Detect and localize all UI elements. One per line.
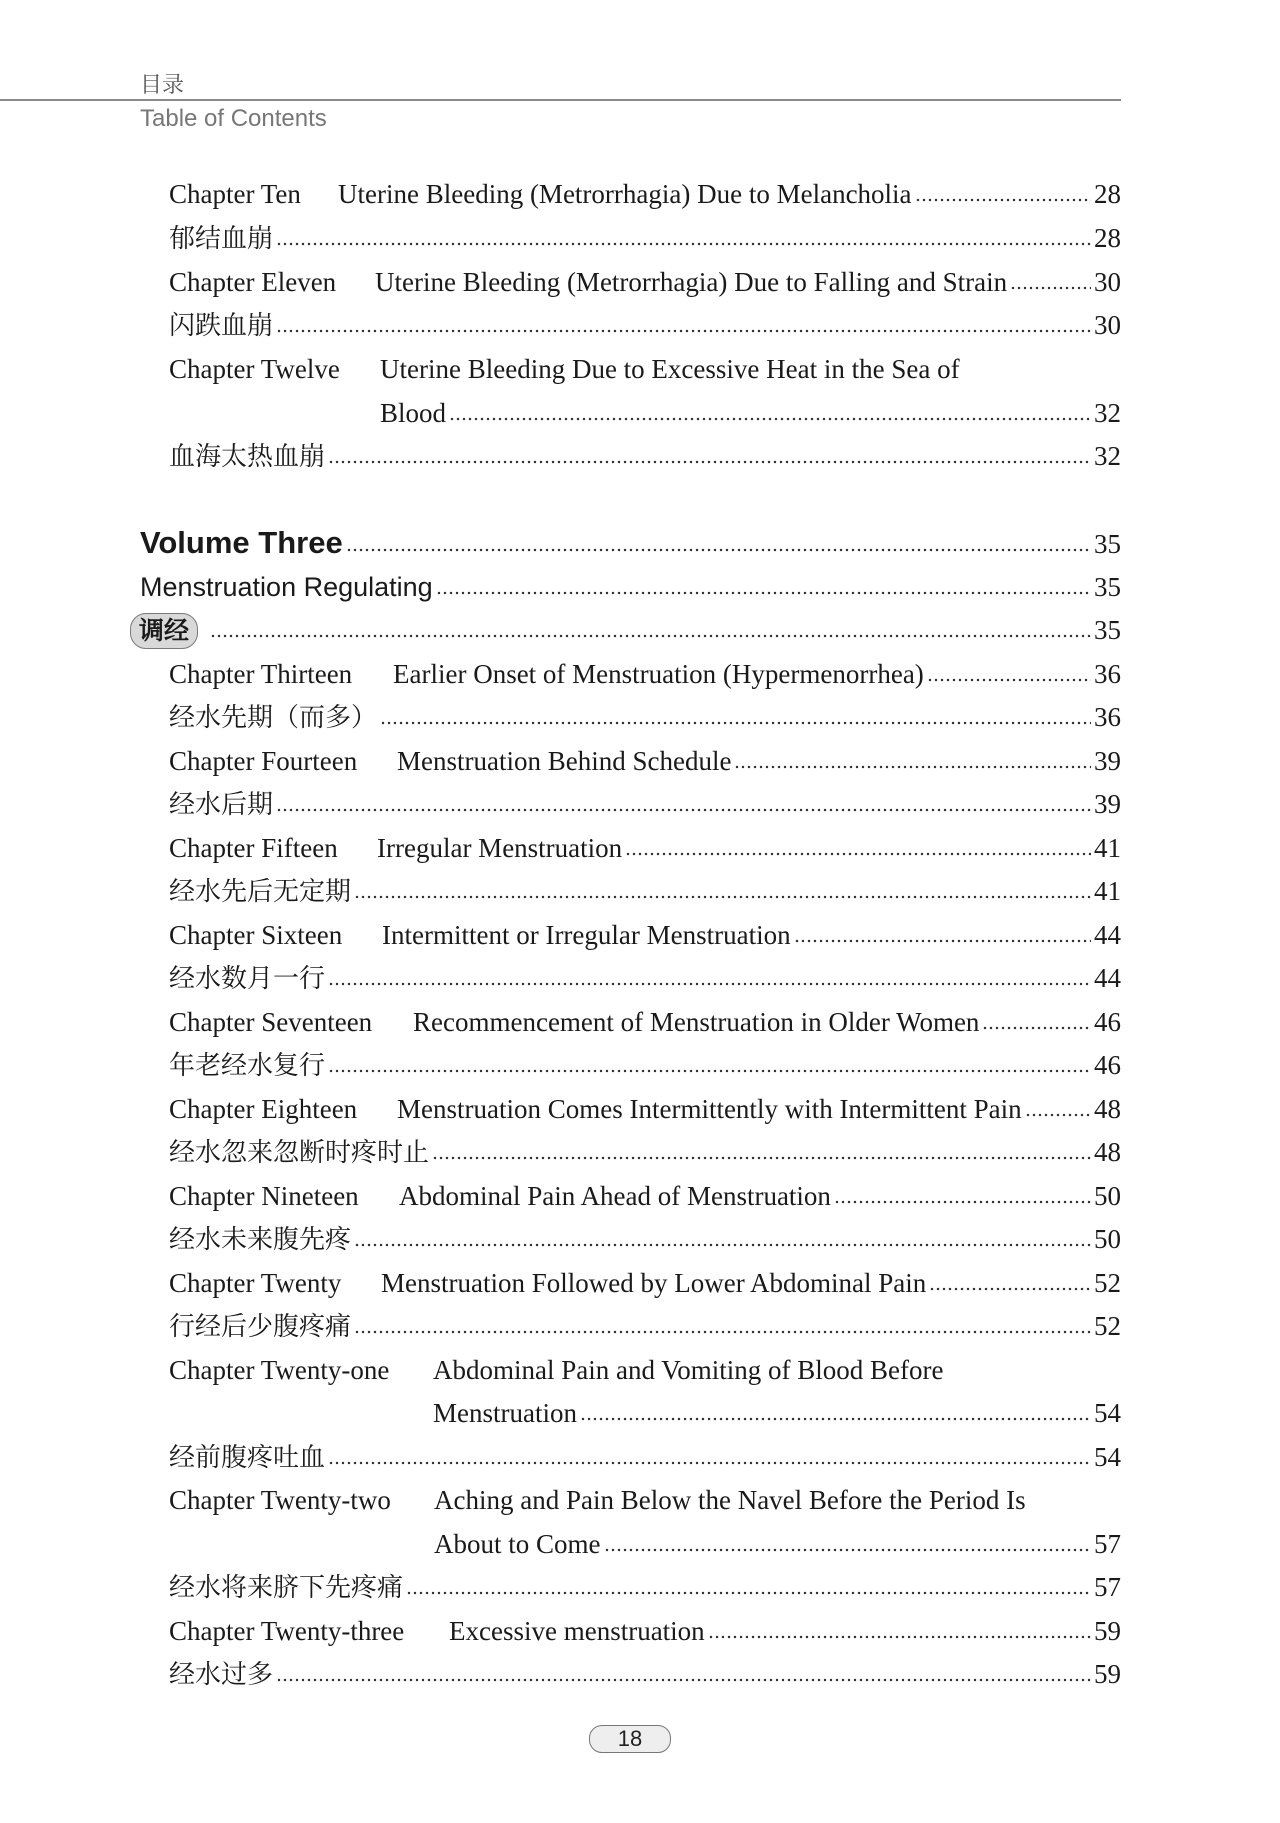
chapter-title-cn: 经水先期（而多）	[169, 703, 378, 733]
toc-entry-continuation[interactable]	[434, 1524, 1121, 1564]
chapter-label: Chapter Twenty-one	[169, 1355, 390, 1385]
leader-dots	[834, 1199, 1091, 1205]
toc-entry-continuation[interactable]	[433, 1393, 1121, 1433]
leader-dots	[580, 1416, 1091, 1422]
page-ref: 35	[1094, 615, 1121, 645]
chapter-label: Chapter Fifteen	[169, 833, 338, 863]
leader-dots	[436, 590, 1091, 596]
chapter-label: Chapter Nineteen	[169, 1181, 359, 1211]
chapter-label: Chapter Fourteen	[169, 746, 358, 776]
leader-dots	[915, 197, 1091, 203]
toc-entry-chinese[interactable]	[169, 784, 1121, 824]
chapter-title-cn: 经水数月一行	[169, 964, 326, 994]
page-ref: 44	[1094, 963, 1121, 993]
leader-dots	[982, 1025, 1091, 1031]
chapter-title: Irregular Menstruation	[377, 833, 623, 863]
leader-dots	[1010, 285, 1091, 291]
chapter-label: Chapter Ten	[169, 179, 301, 209]
toc-entry-chinese[interactable]	[169, 697, 1121, 737]
leader-dots	[276, 241, 1091, 247]
toc-entry-chinese[interactable]	[169, 1132, 1121, 1172]
chapter-title: Menstruation Behind Schedule	[397, 746, 732, 776]
toc-entry-chinese[interactable]	[169, 1045, 1121, 1085]
page-ref: 48	[1094, 1137, 1121, 1167]
header-rule	[0, 99, 1121, 101]
page-ref: 46	[1094, 1007, 1121, 1037]
page-ref: 54	[1094, 1398, 1121, 1428]
chapter-title-continued: About to Come	[434, 1529, 601, 1559]
leader-dots	[276, 807, 1091, 813]
toc-entry-continuation[interactable]	[380, 393, 1121, 433]
page-ref: 48	[1094, 1094, 1121, 1124]
chapter-title: Earlier Onset of Menstruation (Hypermenorrhea)	[393, 659, 924, 689]
page-ref: 39	[1094, 746, 1121, 776]
chapter-title-cn: 行经后少腹疼痛	[169, 1312, 352, 1342]
toc-entry-chinese[interactable]	[169, 1219, 1121, 1259]
leader-dots	[449, 416, 1091, 422]
page-ref: 36	[1094, 702, 1121, 732]
leader-dots	[328, 459, 1091, 465]
toc-entry-chinese[interactable]	[169, 1437, 1121, 1477]
leader-dots	[927, 677, 1091, 683]
page-ref: 35	[1094, 529, 1121, 559]
page-ref: 41	[1094, 876, 1121, 906]
volume-title-cn-badge: 调经	[130, 613, 198, 649]
leader-dots	[432, 1155, 1091, 1161]
toc-entry-chinese[interactable]	[169, 958, 1121, 998]
chapter-title-cn: 经前腹疼吐血	[169, 1443, 326, 1473]
chapter-title: Uterine Bleeding (Metrorrhagia) Due to Melancholia	[338, 179, 912, 209]
page-ref: 59	[1094, 1616, 1121, 1646]
header-title-en: Table of Contents	[140, 105, 327, 132]
leader-dots	[625, 851, 1091, 857]
page-header	[0, 0, 1280, 140]
chapter-title-cn: 经水忽来忽断时疼时止	[169, 1138, 430, 1168]
leader-dots	[354, 1329, 1091, 1335]
toc-entry-chapter-nineteen[interactable]	[169, 1176, 1121, 1216]
page-ref: 36	[1094, 659, 1121, 689]
toc-entry-chapter-eleven[interactable]	[169, 262, 1121, 302]
toc-entry-chapter-twenty-one[interactable]	[169, 1350, 1121, 1390]
page-ref: 32	[1094, 441, 1121, 471]
chapter-title: Menstruation Comes Intermittently with Intermittent Pain	[397, 1094, 1022, 1124]
chapter-title: Uterine Bleeding (Metrorrhagia) Due to Falling and Strain	[375, 267, 1008, 297]
toc-entry-chapter-thirteen[interactable]	[169, 654, 1121, 694]
leader-dots	[406, 1590, 1091, 1596]
toc-entry-chapter-fourteen[interactable]	[169, 741, 1121, 781]
chapter-title: Uterine Bleeding Due to Excessive Heat in the Sea of	[380, 354, 960, 384]
page-ref: 59	[1094, 1659, 1121, 1689]
chapter-label: Chapter Eighteen	[169, 1094, 358, 1124]
toc-entry-chinese[interactable]	[169, 871, 1121, 911]
toc-entry-chapter-twenty-three[interactable]	[169, 1611, 1121, 1651]
leader-dots	[328, 981, 1091, 987]
chapter-title-cn: 经水先后无定期	[169, 877, 352, 907]
toc-entry-chinese[interactable]	[169, 218, 1121, 258]
leader-dots	[794, 938, 1091, 944]
chapter-title-cn: 经水后期	[169, 790, 274, 820]
chapter-title-cn: 经水过多	[169, 1660, 274, 1690]
leader-dots	[1025, 1112, 1091, 1118]
toc-entry-chinese[interactable]	[169, 1567, 1121, 1607]
toc-entry-chapter-twelve[interactable]	[169, 349, 1121, 389]
chapter-title: Menstruation Followed by Lower Abdominal Pain	[381, 1268, 927, 1298]
chapter-label: Chapter Twenty-three	[169, 1616, 405, 1646]
leader-dots	[380, 720, 1091, 726]
leader-dots	[276, 1677, 1091, 1683]
toc-entry-chapter-ten[interactable]	[169, 174, 1121, 214]
chapter-title: Excessive menstruation	[449, 1616, 705, 1646]
toc-entry-chapter-twenty[interactable]	[169, 1263, 1121, 1303]
volume-subtitle: Menstruation Regulating	[140, 572, 433, 602]
page-ref: 52	[1094, 1268, 1121, 1298]
chapter-title-continued: Menstruation	[433, 1398, 577, 1428]
toc-entry-volume-subtitle[interactable]	[140, 567, 1121, 607]
leader-dots	[346, 547, 1091, 553]
page-ref: 28	[1094, 179, 1121, 209]
page-ref: 39	[1094, 789, 1121, 819]
leader-dots	[604, 1547, 1092, 1553]
page-ref: 30	[1094, 310, 1121, 340]
toc-entry-chinese[interactable]	[169, 436, 1121, 476]
volume-title: Volume Three	[140, 525, 343, 560]
chapter-label: Chapter Twelve	[169, 354, 340, 384]
chapter-label: Chapter Twenty-two	[169, 1485, 391, 1515]
chapter-label: Chapter Thirteen	[169, 659, 353, 689]
toc-entry-chinese[interactable]	[169, 305, 1121, 345]
page-ref: 50	[1094, 1224, 1121, 1254]
header-title-cn: 目录	[140, 73, 185, 98]
chapter-title-continued: Blood	[380, 398, 447, 428]
toc-entry-chinese[interactable]	[169, 1654, 1121, 1694]
chapter-title: Recommencement of Menstruation in Older Women	[413, 1007, 980, 1037]
leader-dots	[276, 328, 1091, 334]
page-ref: 57	[1094, 1529, 1121, 1559]
leader-dots	[328, 1460, 1091, 1466]
toc-entry-volume-cn[interactable]	[130, 610, 1121, 650]
page-ref: 54	[1094, 1442, 1121, 1472]
toc-entry-chapter-twenty-two[interactable]	[169, 1480, 1121, 1520]
chapter-title-cn: 经水未来腹先疼	[169, 1225, 352, 1255]
chapter-title-cn: 血海太热血崩	[169, 442, 326, 472]
page-ref: 57	[1094, 1572, 1121, 1602]
leader-dots	[708, 1634, 1091, 1640]
chapter-title-cn: 闪跌血崩	[169, 311, 274, 341]
leader-dots	[734, 764, 1091, 770]
toc-entry-chinese[interactable]	[169, 1306, 1121, 1346]
chapter-label: Chapter Twenty	[169, 1268, 342, 1298]
toc-entry-volume-three[interactable]	[140, 523, 1121, 563]
page-ref: 50	[1094, 1181, 1121, 1211]
chapter-title: Intermittent or Irregular Menstruation	[382, 920, 791, 950]
chapter-title: Abdominal Pain and Vomiting of Blood Before	[433, 1355, 944, 1385]
page-ref: 30	[1094, 267, 1121, 297]
chapter-title: Abdominal Pain Ahead of Menstruation	[399, 1181, 831, 1211]
chapter-title-cn: 经水将来脐下先疼痛	[169, 1573, 404, 1603]
page-ref: 41	[1094, 833, 1121, 863]
leader-dots	[210, 633, 1091, 639]
leader-dots	[354, 1242, 1091, 1248]
chapter-title-cn: 年老经水复行	[169, 1051, 326, 1081]
leader-dots	[929, 1286, 1091, 1292]
page-ref: 32	[1094, 398, 1121, 428]
page-ref: 28	[1094, 223, 1121, 253]
chapter-title: Aching and Pain Below the Navel Before the Period Is	[434, 1485, 1026, 1515]
toc-entry-chapter-eighteen[interactable]	[169, 1089, 1121, 1129]
page-ref: 35	[1094, 572, 1121, 602]
page-ref: 52	[1094, 1311, 1121, 1341]
page-ref: 46	[1094, 1050, 1121, 1080]
toc-entry-chapter-sixteen[interactable]	[169, 915, 1121, 955]
page-ref: 44	[1094, 920, 1121, 950]
toc-entry-chapter-seventeen[interactable]	[169, 1002, 1121, 1042]
leader-dots	[328, 1068, 1091, 1074]
toc-entry-chapter-fifteen[interactable]	[169, 828, 1121, 868]
chapter-label: Chapter Seventeen	[169, 1007, 373, 1037]
chapter-label: Chapter Eleven	[169, 267, 337, 297]
leader-dots	[354, 894, 1091, 900]
page-number-badge: 18	[589, 1725, 671, 1753]
chapter-title-cn: 郁结血崩	[169, 224, 274, 254]
chapter-label: Chapter Sixteen	[169, 920, 343, 950]
